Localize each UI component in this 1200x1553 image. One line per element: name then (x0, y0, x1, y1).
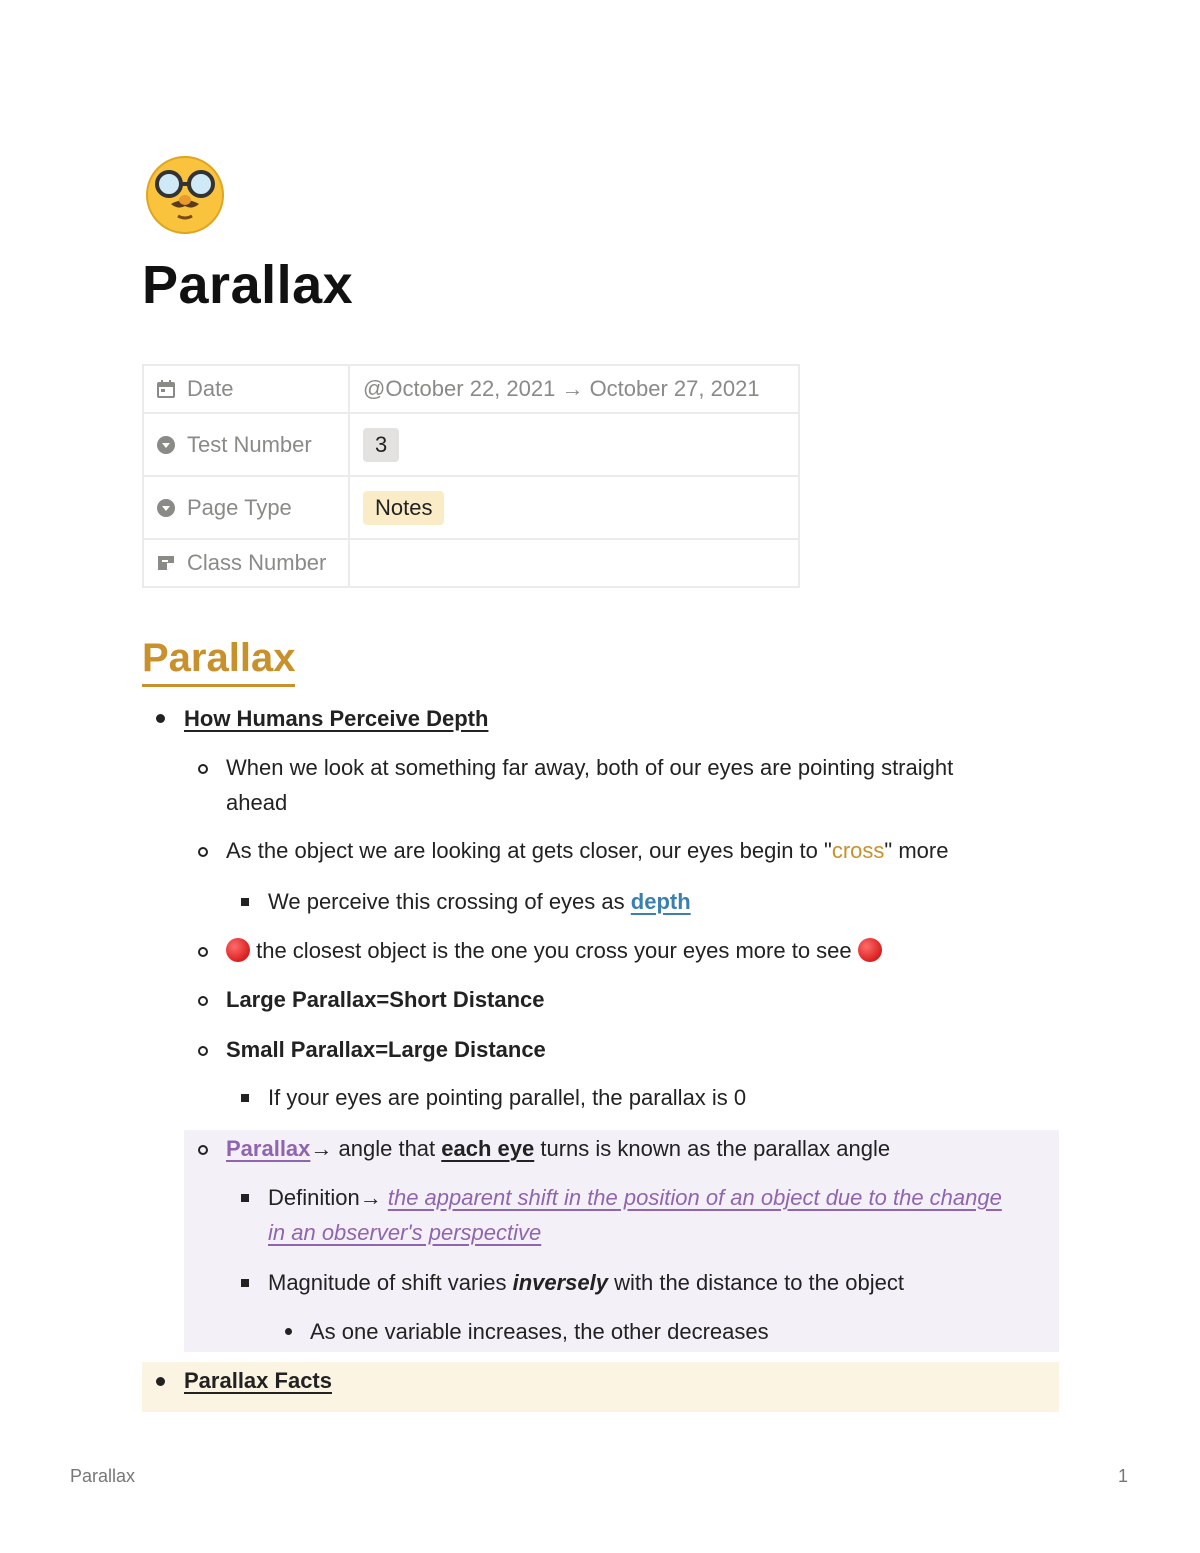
text: turns is known as the parallax angle (534, 1136, 891, 1161)
page-number: 1 (1118, 1466, 1129, 1486)
select-tag[interactable]: 3 (363, 428, 399, 462)
page-icon (142, 152, 228, 238)
list-item: Small Parallax=Large Distance (226, 1037, 546, 1062)
bullet-icon (198, 1046, 208, 1056)
list-item: As one variable increases, the other decreases (310, 1319, 769, 1344)
property-key (143, 539, 349, 587)
list-item (226, 833, 948, 868)
select-tag[interactable]: Notes (363, 491, 444, 525)
property-row-test-number (143, 413, 799, 476)
property-value-date[interactable]: @October 22, 2021 → October 27, 2021 (349, 365, 799, 413)
list-item (268, 1180, 1002, 1215)
bullet-icon (156, 714, 165, 723)
list-item-continuation (268, 1215, 541, 1250)
text: Definition→ (268, 1185, 388, 1210)
bullet-icon (241, 1194, 249, 1202)
disguised-face-icon (142, 152, 228, 238)
properties-table (142, 364, 800, 588)
bullet-icon (198, 1145, 208, 1155)
list-item (268, 884, 691, 919)
property-key (143, 476, 349, 539)
text: the closest object is the one you cross your eyes more to see (250, 938, 858, 963)
bold-text: each eye (441, 1136, 535, 1161)
section-heading: Parallax (142, 634, 295, 687)
list-item-title[interactable]: Parallax Facts (184, 1368, 332, 1393)
list-item-continuation: ahead (226, 790, 288, 815)
text: → angle that (310, 1136, 442, 1161)
text: Magnitude of shift varies (268, 1270, 513, 1295)
list-item: Large Parallax=Short Distance (226, 987, 545, 1012)
bold-italic-text: inversely (512, 1270, 608, 1295)
bullet-icon (156, 1377, 165, 1386)
definition-text: the apparent shift in the position of an object due to the change (387, 1185, 1002, 1210)
list-item (184, 1363, 332, 1398)
property-row-class-number (143, 539, 799, 587)
property-key (143, 413, 349, 476)
definition-text: in an observer's perspective (268, 1220, 542, 1245)
list-item (226, 1131, 890, 1166)
relation-icon (155, 552, 177, 574)
property-value-class-number[interactable] (349, 539, 799, 587)
text: with the distance to the object (607, 1270, 904, 1295)
list-item (268, 1265, 904, 1300)
bullet-icon (285, 1328, 292, 1335)
property-label: Class Number (187, 550, 327, 575)
select-icon (155, 497, 177, 519)
highlight-word: cross (831, 838, 885, 863)
list-item-title[interactable]: How Humans Perceive Depth (184, 706, 489, 731)
property-value-test-number[interactable] (349, 413, 799, 476)
bullet-icon (198, 996, 208, 1006)
list-item (226, 933, 882, 968)
bullet-icon (241, 1094, 249, 1102)
red-circle-icon (226, 938, 250, 962)
property-row-date (143, 365, 799, 413)
list-item: When we look at something far away, both of our eyes are pointing straight (226, 755, 954, 780)
bullet-icon (241, 1279, 249, 1287)
calendar-icon (155, 378, 177, 400)
property-value-page-type[interactable] (349, 476, 799, 539)
page-title: Parallax (142, 255, 354, 315)
text: We perceive this crossing of eyes as (268, 889, 631, 914)
bullet-icon (198, 764, 208, 774)
property-label: Page Type (187, 494, 292, 520)
property-key (143, 365, 349, 413)
list-item: If your eyes are pointing parallel, the parallax is 0 (268, 1085, 747, 1110)
text: As the object we are looking at gets closer, our eyes begin to " (226, 838, 832, 863)
select-icon (155, 434, 177, 456)
bullet-icon (198, 847, 208, 857)
parallax-link[interactable]: Parallax (226, 1136, 311, 1161)
red-circle-icon (858, 938, 882, 962)
depth-link[interactable]: depth (630, 889, 691, 914)
footer-title: Parallax (70, 1466, 136, 1486)
property-label: Test Number (187, 431, 312, 457)
bullet-icon (241, 898, 249, 906)
text: " more (884, 838, 949, 863)
property-row-page-type (143, 476, 799, 539)
property-label: Date (187, 376, 234, 401)
bullet-icon (198, 947, 208, 957)
list-item (184, 701, 488, 736)
